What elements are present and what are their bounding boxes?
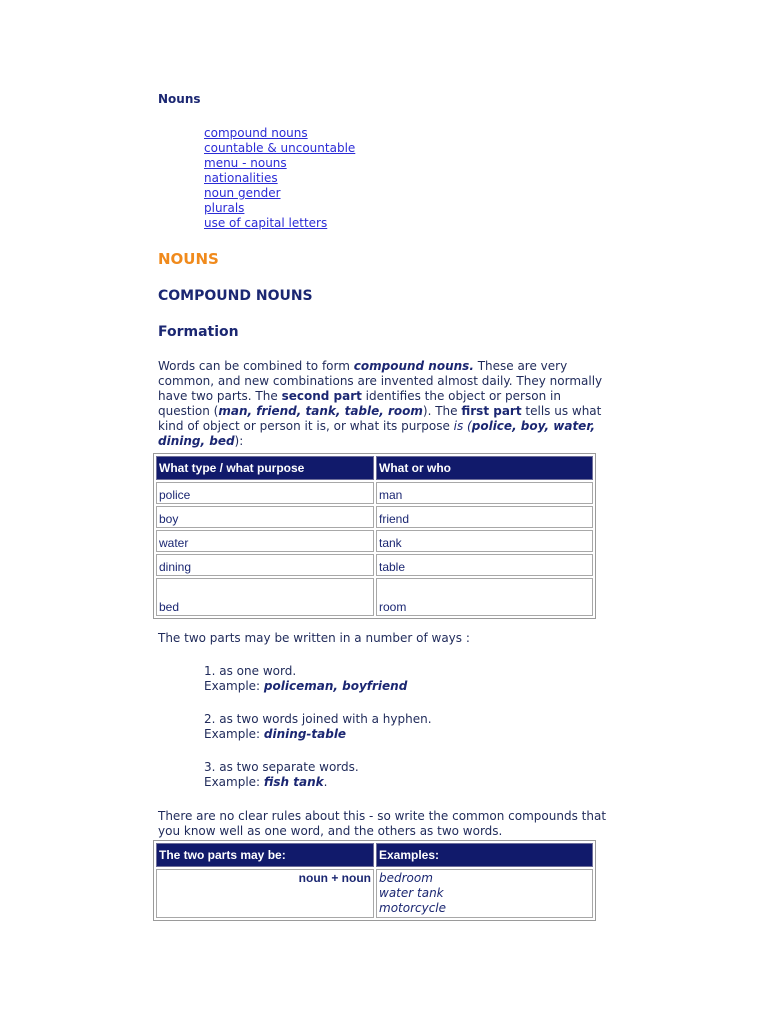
intro-paragraph xyxy=(158,359,608,449)
table-row xyxy=(156,578,593,616)
intro-emphasis: man, friend, tank, table, room xyxy=(218,404,423,418)
table-header: What or who xyxy=(376,456,593,480)
intro-text: identifies the object or person in question ( xyxy=(158,389,561,418)
intro-bold: first part xyxy=(461,404,522,418)
intro-italic: is ( xyxy=(453,419,472,433)
table-cell: bed xyxy=(156,578,374,616)
heading-nouns: NOUNS xyxy=(158,250,219,268)
table-cell: tank xyxy=(376,530,593,552)
list-item xyxy=(204,760,359,790)
link-capital-letters[interactable]: use of capital letters xyxy=(204,216,328,230)
table-cell: noun + noun xyxy=(156,869,374,918)
list-item-text: 1. as one word. xyxy=(204,664,297,678)
link-countable-uncountable[interactable]: countable & uncountable xyxy=(204,141,356,155)
link-noun-gender[interactable]: noun gender xyxy=(204,186,281,200)
list-item xyxy=(204,712,432,742)
intro-text: ). The xyxy=(422,404,462,418)
list-item-text: 2. as two words joined with a hyphen. xyxy=(204,712,432,726)
nav-title: Nouns xyxy=(158,92,201,106)
table-header-row xyxy=(156,456,593,480)
table-cell: dining xyxy=(156,554,374,576)
example-value: fish tank xyxy=(263,775,324,789)
example-label: Example: xyxy=(204,727,264,741)
example-value: dining-table xyxy=(263,727,347,741)
intro-text: tells us what kind of object or person it is, or what its purpose xyxy=(158,404,602,433)
example-item: bedroom xyxy=(379,871,433,885)
intro-text: These are very common, and new combinations are invented almost daily. They normally have two parts. The xyxy=(158,359,603,403)
list-item-example-line xyxy=(204,727,432,742)
link-menu-nouns[interactable]: menu - nouns xyxy=(204,156,287,170)
ways-intro: The two parts may be written in a number of ways : xyxy=(158,631,470,645)
link-plurals[interactable]: plurals xyxy=(204,201,245,215)
heading-compound-nouns: COMPOUND NOUNS xyxy=(158,288,313,304)
list-item-example-line xyxy=(204,679,407,694)
table-cell-examples xyxy=(376,869,593,918)
table-cell: boy xyxy=(156,506,374,528)
rules-paragraph: There are no clear rules about this - so write the common compounds that you know well as one word, and the others as two words. xyxy=(158,809,607,838)
table-header-row xyxy=(156,843,593,867)
intro-emphasis: police, boy, water, dining, bed xyxy=(158,419,596,448)
table-row xyxy=(156,530,593,552)
intro-bold: second part xyxy=(281,389,362,403)
table-header: Examples: xyxy=(376,843,593,867)
example-item: motorcycle xyxy=(379,901,447,915)
intro-text: ): xyxy=(234,434,244,448)
table-row xyxy=(156,506,593,528)
table-cell: table xyxy=(376,554,593,576)
link-nationalities[interactable]: nationalities xyxy=(204,171,278,185)
intro-emphasis: compound nouns. xyxy=(353,359,474,373)
heading-formation: Formation xyxy=(158,324,239,340)
type-purpose-table xyxy=(153,453,596,619)
list-item xyxy=(204,664,407,694)
table-row xyxy=(156,554,593,576)
list-item-text: 3. as two separate words. xyxy=(204,760,359,774)
link-compound-nouns[interactable]: compound nouns xyxy=(204,126,308,140)
nav-links xyxy=(204,126,355,231)
table-cell: police xyxy=(156,482,374,504)
table-cell: water xyxy=(156,530,374,552)
example-end: . xyxy=(323,775,328,789)
example-value: policeman, boyfriend xyxy=(263,679,408,693)
example-label: Example: xyxy=(204,775,264,789)
table-header: The two parts may be: xyxy=(156,843,374,867)
example-label: Example: xyxy=(204,679,264,693)
table-row xyxy=(156,482,593,504)
table-row xyxy=(156,869,593,918)
table-cell: room xyxy=(376,578,593,616)
table-cell: friend xyxy=(376,506,593,528)
example-item: water tank xyxy=(379,886,444,900)
compound-forms-table xyxy=(153,840,596,921)
table-cell: man xyxy=(376,482,593,504)
list-item-example-line xyxy=(204,775,359,790)
intro-text: Words can be combined to form xyxy=(158,359,354,373)
table-header: What type / what purpose xyxy=(156,456,374,480)
